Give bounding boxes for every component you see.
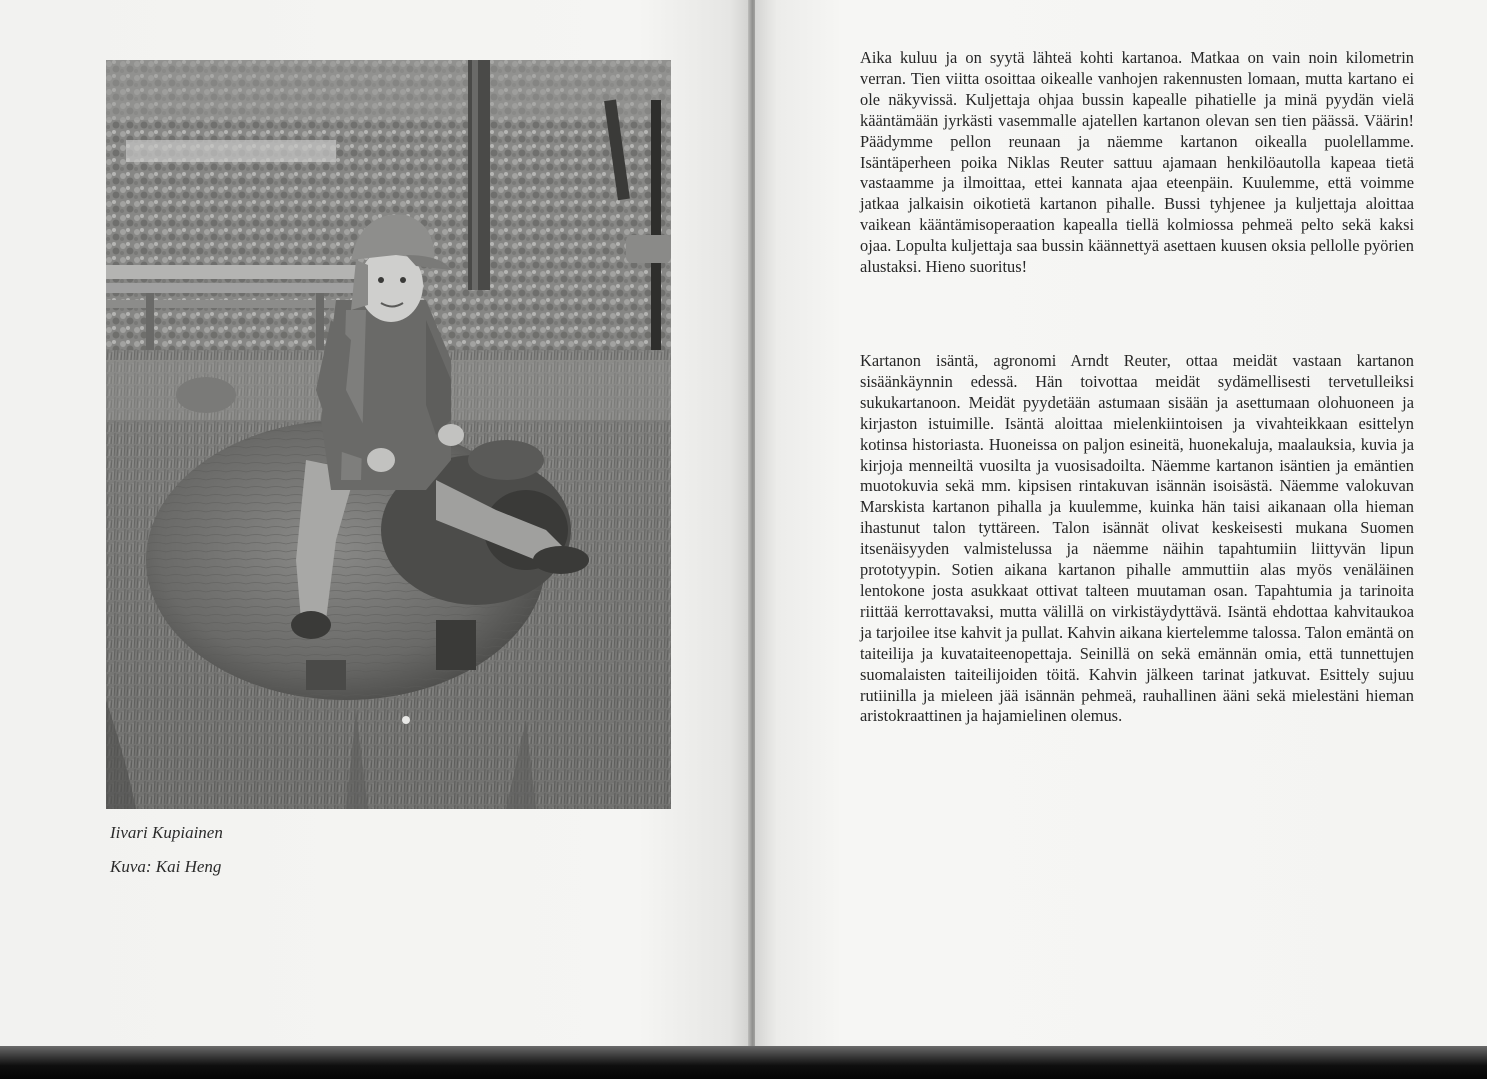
scan-bottom-edge	[0, 1046, 1487, 1079]
photo-caption-name: Iivari Kupiainen	[110, 823, 223, 842]
photo-illustration	[106, 60, 671, 809]
left-page	[0, 0, 752, 1050]
photo-caption-credit: Kuva: Kai Heng	[110, 857, 222, 876]
body-paragraph: Kartanon isäntä, agronomi Arndt Reuter, ottaa meidät vastaan kartanon sisäänkäynnin edessä. Hän toivottaa meidät sydämellisesti tervetulleiksi sukukartanoon. Meidät pyydetään astumaan sisään ja asettumaan olohuoneen ja kirjaston istuimille. Isäntä aloittaa mielenkiintoisen ja vivahteikkaan esittelyn kotinsa historiasta. Huoneissa on paljon esineitä, huonekaluja, maalauksia, kuvia ja kirjoja menneiltä vuosilta ja vuosisadoilta. Näemme kartanon isäntien ja emäntien muotokuvia sekä mm. kipsisen rintakuvan isännän isoisästä. Näemme valokuvan Marskista kartanon pihalla ja kuulemme, kuinka hän taisi aikanaan olla hieman ihastunut talon tyttäreen. Talon isännät olivat keskeisesti mukana Suomen itsenäisyyden valmistelussa ja näemme näihin tapahtumiin liittyvän lipun prototyypin. Sotien aikana kartanon pihalle ammuttiin alas myös venäläinen lentokone josta asukkaat ottivat talteen muutaman osan. Tapahtumia ja tarinoita riittää kerrottavaksi, mutta välillä on virkistäydyttävä. Isäntä ehdottaa kahvitaukoa ja tarjoilee itse kahvit ja pullat. Kahvin aikana kiertelemme talossa. Talon emäntä on taiteilija ja kuvataiteenopettaja. Seinillä on sekä emännän omia, että tunnettujen suomalaisten taiteilijoiden töitä. Kahvin jälkeen tarinat jatkuvat. Esittely sujuu rutiinilla ja mieleen jää isännän pehmeä, rauhallinen ääni sekä mielestäni hieman aristokraattinen ja hajamielinen olemus.	[860, 351, 1414, 726]
body-paragraph: Aika kuluu ja on syytä lähteä kohti kartanoa. Matkaa on vain noin kilometrin verran. Tien viitta osoittaa oikealle vanhojen rakennusten lomaan, mutta kartano ei ole näkyvissä. Kuljettaja ohjaa bussin kapealle pihatielle ja minä pyydän vielä kääntämään jyrkästi vasemmalle ajatellen kartanon olevan sen tien päässä. Väärin! Päädymme pellon reunaan ja näemme kartanon oikealla puolellamme. Isäntäperheen poika Niklas Reuter sattuu ajamaan henkilöautolla kapeaa tietä vastaamme ja ilmoittaa, ettei kannata ajaa eteenpäin. Kuulemme, että voimme jatkaa jalkaisin oikotietä kartanon pihalle. Bussi tyhjenee ja kuljettaja aloittaa vaikean kääntämisoperaation kapealla tiellä kolmiossa pehmeä pelto sekä kaksi ojaa. Lopulta kuljettaja saa bussin käännettyä asettaen kuusen oksia pellolle pyörien alustaksi. Hieno suoritus!	[860, 48, 1414, 277]
photo	[106, 60, 671, 809]
